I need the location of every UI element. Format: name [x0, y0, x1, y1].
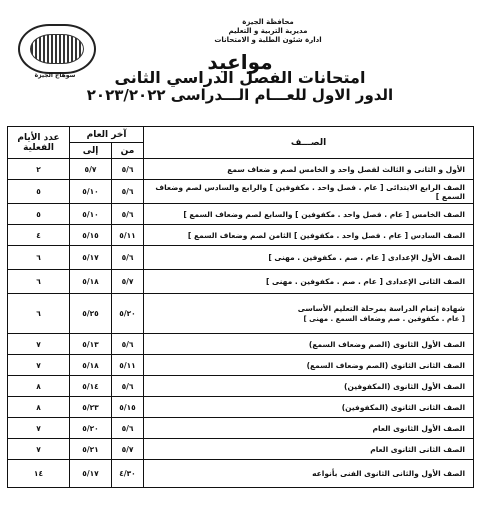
days-count-cell — [8, 225, 70, 246]
table-row — [8, 270, 474, 294]
title-line-2: امتحانات الفصل الدراسي الثانى — [114, 68, 366, 87]
table-row — [8, 355, 474, 376]
from-date-cell-text: ٥/٦ — [121, 423, 134, 433]
days-count-cell-text: ١٤ — [33, 469, 44, 478]
header-to: إلى — [70, 143, 112, 159]
from-date-cell-text: ٥/١١ — [119, 230, 136, 240]
days-count-cell-text: ٥ — [36, 209, 41, 219]
table-row — [8, 397, 474, 418]
stage-cell — [144, 294, 474, 334]
stage-cell-text: الصف السادس [ عام . فصل واحد . مكفوفين ] الثامن لصم وضعاف السمع ] — [187, 230, 466, 240]
stage-cell — [144, 334, 474, 355]
from-date-cell-text: ٥/٦ — [121, 164, 134, 174]
from-date-cell — [112, 270, 144, 294]
days-count-cell — [8, 246, 70, 270]
stage-cell-text: الصف الأول الإعدادى [ عام . صم . مكفوفين . مهنى ] — [268, 253, 466, 262]
from-date-cell-text: ٥/٢٠ — [119, 309, 136, 318]
stage-cell-text: الصف الثانى الإعدادى [ عام . صم . مكفوفين . مهنى ] — [265, 277, 466, 286]
stage-cell — [144, 397, 474, 418]
from-date-cell — [112, 418, 144, 439]
from-date-cell — [112, 355, 144, 376]
from-date-cell-text: ٥/٦ — [121, 339, 134, 349]
days-count-cell-text: ٨ — [36, 402, 41, 412]
stage-cell — [144, 418, 474, 439]
org-line-governorate: محافظة الجيزة — [242, 18, 294, 26]
days-count-cell — [8, 355, 70, 376]
stage-cell — [144, 355, 474, 376]
stage-cell-text: الصف الثانى الثانوى العام — [370, 444, 466, 454]
org-line-department: ادارة شئون الطلبة و الامتحانات — [214, 36, 322, 44]
days-count-cell-text: ٦ — [36, 309, 41, 318]
from-date-cell — [112, 439, 144, 460]
title-line-3: الدور الاول للعـــام الـــدراسى ٢٠٢٣/٢٠٢٢ — [86, 86, 394, 104]
to-date-cell-text: ٥/٢٥ — [82, 309, 99, 318]
days-count-cell-text: ٧ — [36, 339, 41, 349]
days-count-cell-text: ٦ — [36, 253, 41, 262]
stage-cell-text: الأول و الثانى و الثالث لفصل واحد و الخامس لصم و ضعاف سمع — [227, 164, 466, 174]
stage-cell-text: الصف الأول الثانوى العام — [372, 423, 466, 433]
from-date-cell — [112, 397, 144, 418]
stage-cell — [144, 204, 474, 225]
to-date-cell-text: ٥/١٥ — [82, 230, 99, 240]
stage-cell-text: الصف الأول الثانوى (المكفوفين) — [344, 381, 466, 391]
stage-cell-text: الصف الثانى الثانوى (الصم وضعاف السمع) — [306, 360, 466, 370]
days-count-cell-text: ٦ — [36, 277, 41, 286]
to-date-cell-text: ٥/١٧ — [82, 253, 99, 262]
from-date-cell — [112, 376, 144, 397]
to-date-cell-text: ٥/١٣ — [82, 339, 99, 349]
stage-cell — [144, 376, 474, 397]
to-date-cell — [70, 180, 112, 204]
days-count-cell — [8, 180, 70, 204]
stage-cell — [144, 460, 474, 488]
days-count-cell — [8, 270, 70, 294]
stage-cell-text: الصف الرابع الابتدائى [ عام . فصل واحد . مكفوفين ] والرابع والسادس لصم وضعاف السمع ] — [155, 182, 466, 201]
days-count-cell-text: ٧ — [36, 423, 41, 433]
days-count-cell — [8, 334, 70, 355]
to-date-cell — [70, 246, 112, 270]
table-row — [8, 376, 474, 397]
to-date-cell-text: ٥/١٠ — [82, 187, 99, 196]
to-date-cell-text: ٥/١٨ — [82, 360, 99, 370]
org-header — [208, 18, 328, 45]
to-date-cell-text: ٥/١٧ — [82, 469, 99, 478]
days-count-cell — [8, 460, 70, 488]
stage-cell-text: شهادة إتمام الدراسة بمرحلة التعليم الأساسى — [297, 304, 466, 313]
stage-cell — [144, 225, 474, 246]
from-date-cell-text: ٥/٧ — [121, 444, 134, 454]
days-count-cell-text: ٢ — [36, 164, 41, 174]
from-date-cell-text: ٥/٧ — [121, 277, 134, 286]
from-date-cell-text: ٥/٦ — [121, 253, 134, 262]
stage-cell-text: الصف الأول الثانوى (الصم وضعاف السمع) — [308, 339, 466, 349]
header-from: من — [112, 143, 144, 159]
seal-caption: سوهاج الجيزة — [34, 72, 76, 79]
days-count-cell — [8, 376, 70, 397]
header-last-day: آخر العام — [70, 127, 144, 143]
days-count-cell-text: ٤ — [36, 230, 41, 240]
days-count-cell-text: ٧ — [36, 360, 41, 370]
from-date-cell — [112, 159, 144, 180]
to-date-cell-text: ٥/١٨ — [82, 277, 99, 286]
to-date-cell — [70, 334, 112, 355]
to-date-cell-text: ٥/١٤ — [82, 381, 99, 391]
to-date-cell — [70, 439, 112, 460]
stage-cell — [144, 180, 474, 204]
to-date-cell-text: ٥/٧ — [84, 164, 97, 174]
days-count-cell-text: ٥ — [36, 187, 41, 196]
header-days: عدد الأيام الفعلية — [8, 127, 70, 159]
to-date-cell — [70, 460, 112, 488]
to-date-cell — [70, 376, 112, 397]
stage-cell-text: الصف الأول والثانى الثانوى الفنى بأنواعه — [312, 469, 466, 478]
from-date-cell-text: ٥/٦ — [121, 187, 134, 196]
from-date-cell-text: ٤/٣٠ — [119, 469, 136, 478]
exam-schedule-table — [7, 126, 474, 488]
from-date-cell — [112, 334, 144, 355]
to-date-cell — [70, 355, 112, 376]
from-date-cell — [112, 204, 144, 225]
days-count-cell — [8, 439, 70, 460]
days-count-cell — [8, 159, 70, 180]
stage-cell — [144, 270, 474, 294]
stage-subtext: [ عام . مكفوفين . صم وضعاف السمع . مهنى ] — [303, 315, 466, 323]
table-row — [8, 159, 474, 180]
from-date-cell-text: ٥/٦ — [121, 209, 134, 219]
to-date-cell-text: ٥/٢٠ — [82, 423, 99, 433]
days-count-cell-text: ٧ — [36, 444, 41, 454]
table-row — [8, 418, 474, 439]
from-date-cell — [112, 294, 144, 334]
table-row — [8, 460, 474, 488]
header-stage: الصـــف — [144, 127, 474, 159]
from-date-cell — [112, 180, 144, 204]
table-row — [8, 246, 474, 270]
to-date-cell — [70, 294, 112, 334]
to-date-cell-text: ٥/٢١ — [82, 444, 99, 454]
days-count-cell — [8, 418, 70, 439]
days-count-cell — [8, 397, 70, 418]
table-row — [8, 204, 474, 225]
from-date-cell — [112, 460, 144, 488]
to-date-cell — [70, 204, 112, 225]
to-date-cell — [70, 159, 112, 180]
to-date-cell-text: ٥/٢٣ — [82, 402, 99, 412]
stage-cell — [144, 246, 474, 270]
stage-cell — [144, 439, 474, 460]
org-line-directorate: مديرية التربية و التعليم — [228, 27, 308, 35]
table-row — [8, 334, 474, 355]
table-row — [8, 439, 474, 460]
to-date-cell — [70, 270, 112, 294]
from-date-cell — [112, 225, 144, 246]
stage-cell-text: الصف الخامس [ عام . فصل واحد . مكفوفين ] والسابع لصم وضعاف السمع ] — [183, 209, 466, 219]
from-date-cell-text: ٥/١١ — [119, 360, 136, 370]
days-count-cell — [8, 294, 70, 334]
from-date-cell-text: ٥/٦ — [121, 381, 134, 391]
to-date-cell — [70, 225, 112, 246]
table-row — [8, 225, 474, 246]
stage-cell — [144, 159, 474, 180]
days-count-cell-text: ٨ — [36, 381, 41, 391]
stage-cell-text: الصف الثانى الثانوى (المكفوفين) — [341, 402, 466, 412]
to-date-cell — [70, 418, 112, 439]
table-row — [8, 294, 474, 334]
from-date-cell-text: ٥/١٥ — [119, 402, 136, 412]
days-count-cell — [8, 204, 70, 225]
to-date-cell-text: ٥/١٠ — [82, 209, 99, 219]
title-line-1: مواعيد — [207, 50, 273, 74]
from-date-cell — [112, 246, 144, 270]
table-row — [8, 180, 474, 204]
to-date-cell — [70, 397, 112, 418]
